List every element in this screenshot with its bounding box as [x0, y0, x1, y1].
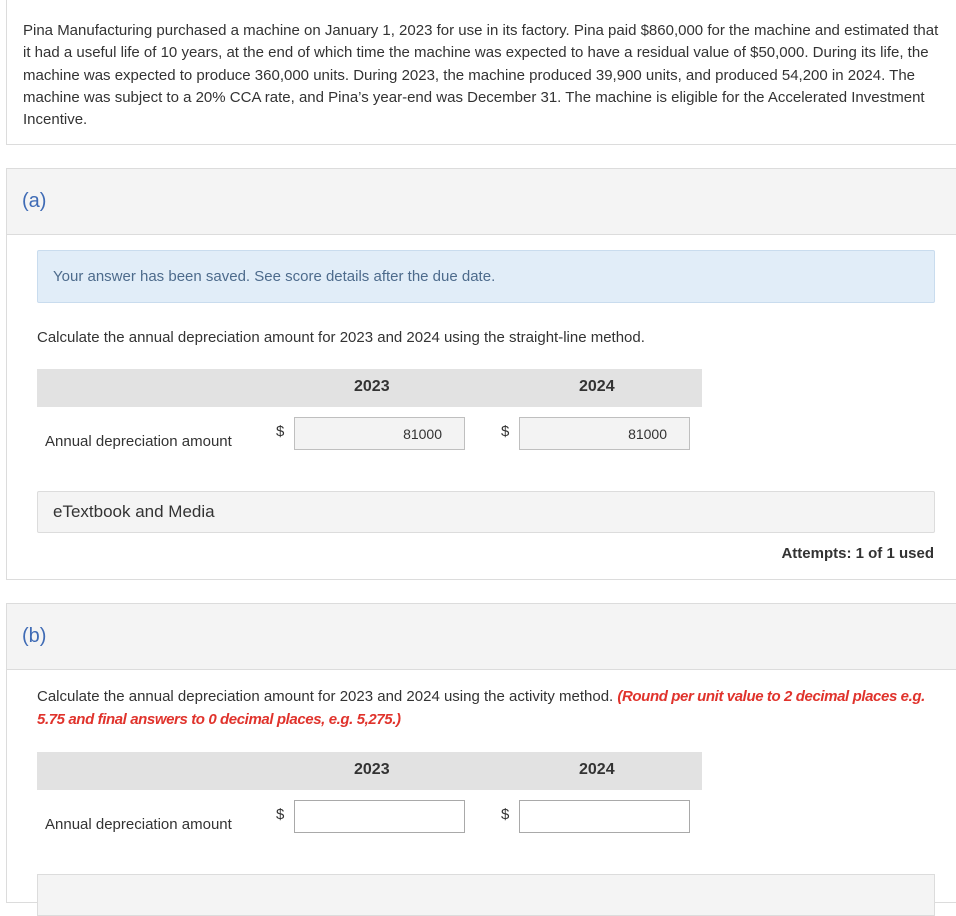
part-a-section	[6, 168, 956, 580]
part-b-section	[6, 603, 956, 903]
etextbook-media-label: eTextbook and Media	[53, 502, 215, 521]
part-a-label: (a)	[22, 190, 47, 212]
part-a-instruction: Calculate the annual depreciation amount for 2023 and 2024 using the straight-line method.	[37, 329, 645, 346]
activity-depreciation-2023-input[interactable]	[294, 800, 465, 833]
part-b-label: (b)	[22, 625, 47, 647]
part-b-instruction-text: Calculate the annual depreciation amount for 2023 and 2024 using the activity method.	[37, 688, 614, 705]
column-2023: 2023	[354, 378, 390, 395]
attempts-counter: Attempts: 1 of 1 used	[781, 545, 934, 562]
problem-text: Pina Manufacturing purchased a machine on January 1, 2023 for use in its factory. Pina paid $860,000 for the machine and estimated that it had a useful life of 10 years, at the end of which time the machine was expected to have a residual value of $50,000. During its life, the machine was expected to produce 360,000 units. During 2023, the machine produced 39,900 units, and produced 54,200 in 2024. The machine was subject to a 20% CCA rate, and Pina’s year-end was December 31. The machine is eligible for the Accelerated Investment Incentive.	[23, 22, 939, 129]
currency-symbol: $	[501, 423, 510, 440]
saved-notice-text: Your answer has been saved. See score details after the due date.	[53, 268, 496, 285]
part-a-column-header	[37, 369, 702, 407]
depreciation-2024-input[interactable]	[519, 417, 690, 450]
problem-statement	[6, 0, 956, 145]
currency-symbol: $	[501, 806, 510, 823]
etextbook-media-button[interactable]	[37, 874, 935, 916]
currency-symbol: $	[276, 423, 285, 440]
column-2024: 2024	[579, 761, 615, 778]
depreciation-2023-input[interactable]	[294, 417, 465, 450]
column-2023: 2023	[354, 761, 390, 778]
rounding-note: (Round per unit value to 2 decimal places e.g. 5.75 and final answers to 0 decimal places, e.g. 5,275.)	[37, 688, 925, 728]
part-a-header	[7, 169, 956, 235]
currency-symbol: $	[276, 806, 285, 823]
activity-depreciation-2024-input[interactable]	[519, 800, 690, 833]
column-2024: 2024	[579, 378, 615, 395]
part-b-column-header	[37, 752, 702, 790]
saved-notice	[37, 250, 935, 303]
row-label-annual-depreciation: Annual depreciation amount	[45, 433, 232, 450]
row-label-annual-depreciation: Annual depreciation amount	[45, 816, 232, 833]
part-b-instruction	[37, 685, 927, 731]
etextbook-media-button[interactable]	[37, 491, 935, 533]
part-b-header	[7, 604, 956, 670]
